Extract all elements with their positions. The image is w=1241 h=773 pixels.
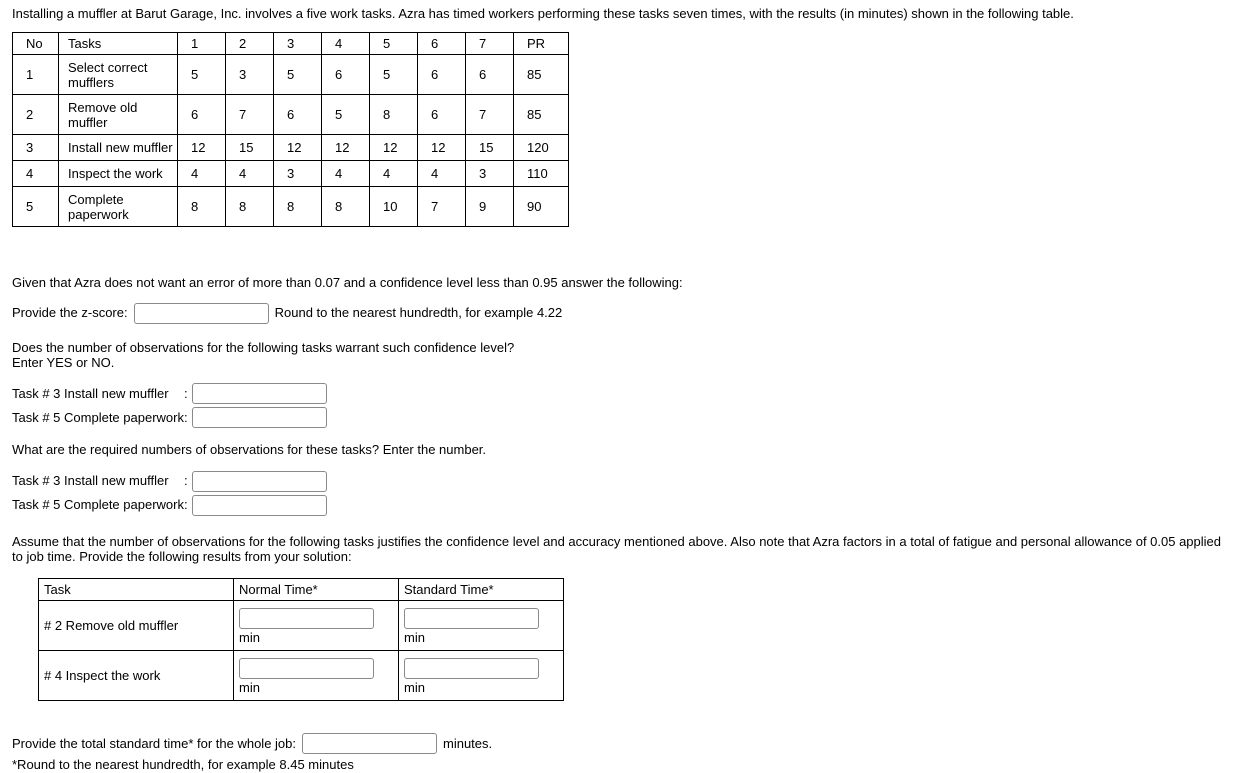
required-task3-input[interactable] [192,471,327,492]
t1-value-cell: 8 [178,187,226,227]
unit-label: min [239,680,260,696]
t2-task-cell: # 4 Inspect the work [39,651,234,701]
warrant-task3-input[interactable] [192,383,327,404]
colon: : [184,473,188,489]
required-task5-input[interactable] [192,495,327,516]
table-row [39,579,564,601]
t1-value-cell: 3 [226,55,274,95]
t1-value-cell: 10 [370,187,418,227]
warrant-question [12,340,1229,371]
t1-header-cell: 7 [466,33,514,55]
t1-value-cell: 6 [178,95,226,135]
t1-value-cell: 12 [418,135,466,161]
t2-normal-time-cell [234,601,399,651]
time-study-table [12,32,569,227]
t1-header-cell: Tasks [59,33,178,55]
t1-value-cell: 5 [274,55,322,95]
t1-header-cell: No [13,33,59,55]
t2-standard-time-cell [399,601,564,651]
t1-value-cell: 3 [466,161,514,187]
t1-header-cell: 3 [274,33,322,55]
t1-value-cell: 6 [322,55,370,95]
t1-value-cell: 7 [418,187,466,227]
warrant-task5-input[interactable] [192,407,327,428]
t1-value-cell: 12 [178,135,226,161]
t1-pr-cell: 110 [514,161,569,187]
t2-task-cell: # 2 Remove old muffler [39,601,234,651]
t1-value-cell: 4 [178,161,226,187]
normal-time-task4-input[interactable] [239,658,374,679]
t2-header-cell: Task [39,579,234,601]
t1-value-cell: 15 [226,135,274,161]
t1-value-cell: 15 [466,135,514,161]
unit-label: min [404,680,425,696]
t1-value-cell: 12 [274,135,322,161]
total-standard-time-row [12,733,1229,754]
rounding-footnote: *Round to the nearest hundredth, for example 8.45 minutes [12,757,354,773]
task3-label: Task # 3 Install new muffler [12,473,169,489]
t1-value-cell: 8 [370,95,418,135]
t1-task-cell: Remove old muffler [59,95,178,135]
t1-pr-cell: 120 [514,135,569,161]
standard-time-task4-input[interactable] [404,658,539,679]
t1-no-cell: 1 [13,55,59,95]
t1-task-cell: Install new muffler [59,135,178,161]
t1-value-cell: 6 [274,95,322,135]
t1-value-cell: 4 [370,161,418,187]
t1-value-cell: 5 [322,95,370,135]
required-observations-question: What are the required numbers of observations for these tasks? Enter the number. [12,442,487,458]
t1-value-cell: 6 [418,95,466,135]
table-row [39,651,564,701]
t1-value-cell: 4 [418,161,466,187]
t1-pr-cell: 90 [514,187,569,227]
t1-value-cell: 4 [322,161,370,187]
unit-label: min [239,630,260,646]
t1-no-cell: 5 [13,187,59,227]
t1-header-cell: 4 [322,33,370,55]
t2-standard-time-cell [399,651,564,701]
t1-value-cell: 12 [370,135,418,161]
colon: : [184,386,188,402]
total-time-suffix: minutes. [443,736,493,752]
given-conditions-text: Given that Azra does not want an error of more than 0.07 and a confidence level less than 0.95 answer the following: [12,275,683,291]
t1-header-cell: 2 [226,33,274,55]
t1-task-cell: Select correct mufflers [59,55,178,95]
table-row [13,33,569,55]
total-time-label: Provide the total standard time* for the whole job: [12,736,296,752]
zscore-row [12,303,1229,324]
t1-value-cell: 4 [226,161,274,187]
t1-value-cell: 5 [370,55,418,95]
warrant-task3-row [12,383,1229,404]
t1-value-cell: 8 [226,187,274,227]
unit-label: min [404,630,425,646]
table-row [13,187,569,227]
standard-time-task2-input[interactable] [404,608,539,629]
t1-pr-cell: 85 [514,55,569,95]
warrant-question-line1: Does the number of observations for the following tasks warrant such confidence level? [12,339,515,355]
task5-label: Task # 5 Complete paperwork [12,410,184,426]
t1-no-cell: 4 [13,161,59,187]
t1-no-cell: 3 [13,135,59,161]
required-task3-row [12,471,1229,492]
warrant-task5-row [12,407,1229,428]
t1-value-cell: 6 [418,55,466,95]
task5-label: Task # 5 Complete paperwork [12,497,184,513]
t1-value-cell: 5 [178,55,226,95]
t1-no-cell: 2 [13,95,59,135]
t1-value-cell: 7 [466,95,514,135]
required-task5-row [12,495,1229,516]
t2-header-cell: Normal Time* [234,579,399,601]
colon: : [184,497,188,513]
t1-value-cell: 3 [274,161,322,187]
task3-label: Task # 3 Install new muffler [12,386,169,402]
table-row [13,55,569,95]
total-standard-time-input[interactable] [302,733,437,754]
t1-value-cell: 8 [322,187,370,227]
zscore-input[interactable] [134,303,269,324]
intro-text: Installing a muffler at Barut Garage, Inc. involves a five work tasks. Azra has timed workers performing these tasks seven times, with the results (in minutes) shown in the following table. [12,6,1074,21]
colon: : [184,410,188,426]
t1-value-cell: 8 [274,187,322,227]
t1-value-cell: 6 [466,55,514,95]
t1-header-cell: 5 [370,33,418,55]
t1-value-cell: 7 [226,95,274,135]
assume-text: Assume that the number of observations for the following tasks justifies the confidence level and accuracy mentioned above. Also note that Azra factors in a total of fatigue and personal allowance of 0.05 applied to job time. Provide the following results from your solution: [12,533,1222,564]
table-row [13,161,569,187]
t1-header-cell: 6 [418,33,466,55]
t1-value-cell: 12 [322,135,370,161]
t2-header-cell: Standard Time* [399,579,564,601]
table-row [13,135,569,161]
zscore-label: Provide the z-score: [12,305,128,321]
table-row [39,601,564,651]
t1-pr-cell: 85 [514,95,569,135]
warrant-question-line2: Enter YES or NO. [12,354,115,370]
t1-task-cell: Inspect the work [59,161,178,187]
normal-time-task2-input[interactable] [239,608,374,629]
t1-value-cell: 9 [466,187,514,227]
table-row [13,95,569,135]
t1-header-cell: PR [514,33,569,55]
t1-task-cell: Complete paperwork [59,187,178,227]
zscore-hint: Round to the nearest hundredth, for example 4.22 [274,305,563,321]
t2-normal-time-cell [234,651,399,701]
times-answer-table [38,578,564,701]
t1-header-cell: 1 [178,33,226,55]
